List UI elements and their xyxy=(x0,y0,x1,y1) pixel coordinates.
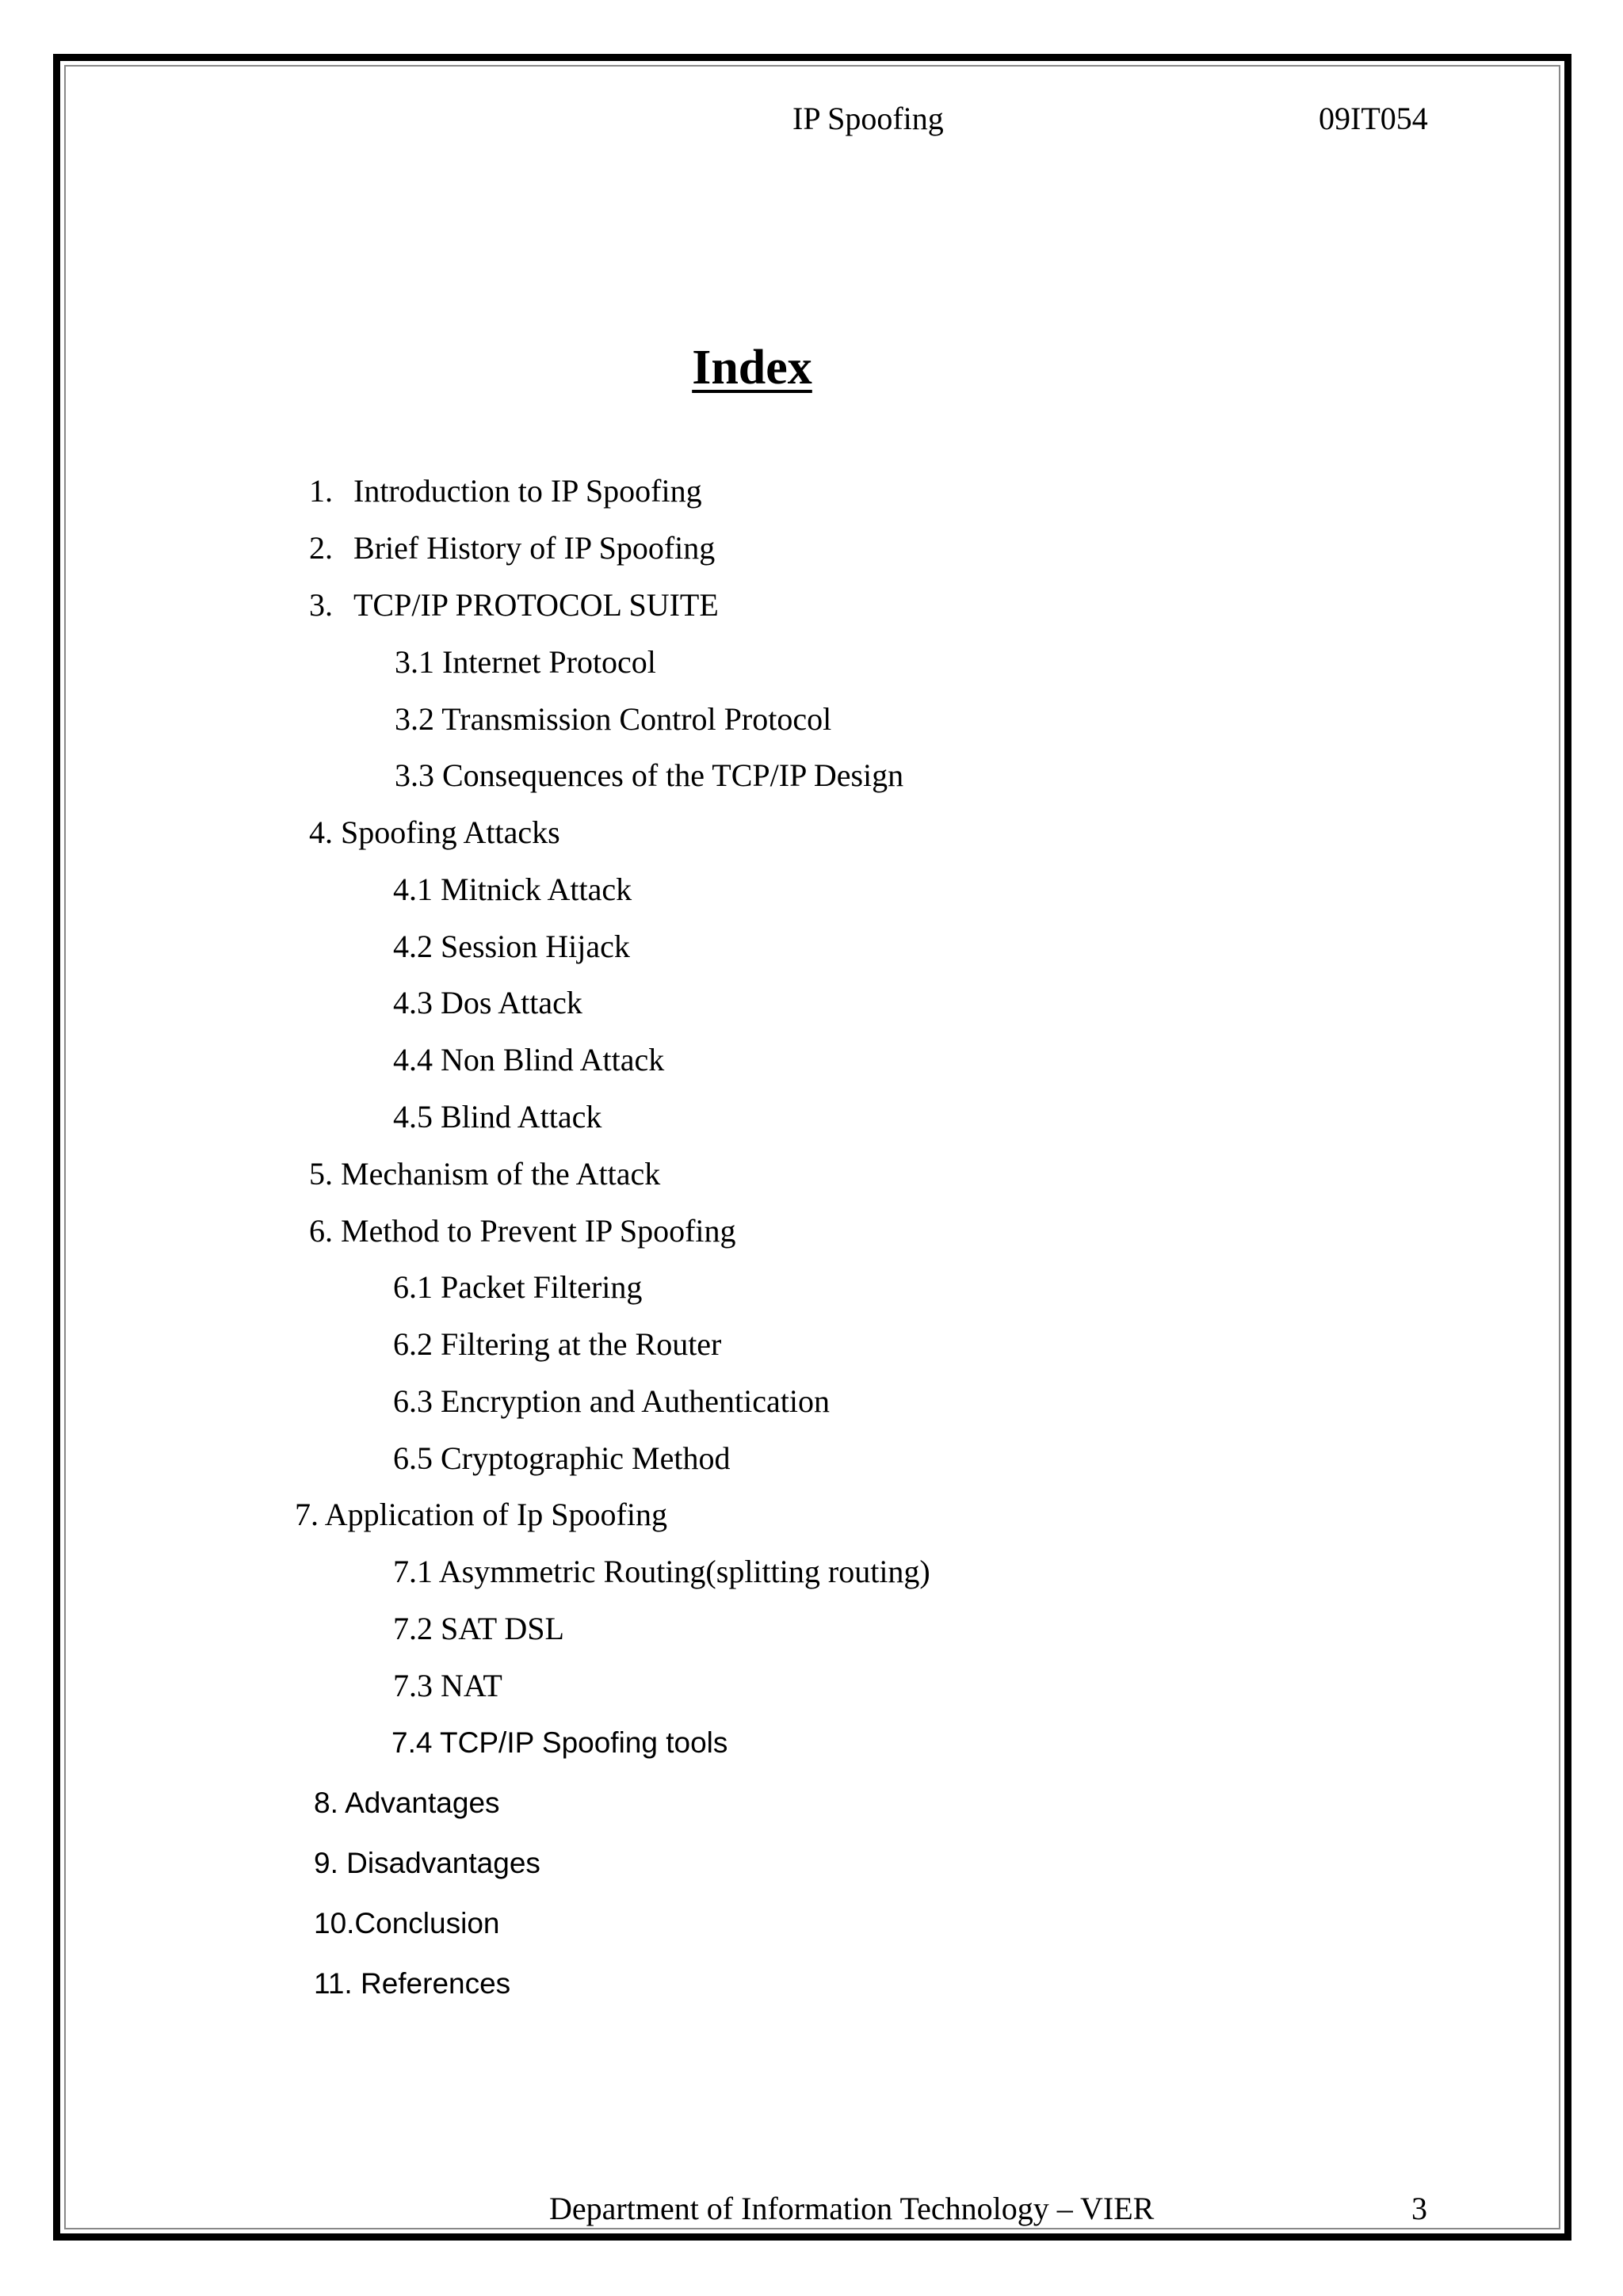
toc-item: 5. Mechanism of the Attack xyxy=(309,1156,661,1192)
toc-item: 7. Application of Ip Spoofing xyxy=(295,1497,667,1532)
toc-subitem: 4.4 Non Blind Attack xyxy=(393,1042,665,1077)
toc-item: 6. Method to Prevent IP Spoofing xyxy=(309,1213,736,1249)
toc-subitem: 4.2 Session Hijack xyxy=(393,929,630,964)
toc-item xyxy=(309,529,715,567)
toc-subitem: 3.1 Internet Protocol xyxy=(395,644,656,680)
toc-subitem: 6.3 Encryption and Authentication xyxy=(393,1383,830,1419)
toc-subitem: 3.3 Consequences of the TCP/IP Design xyxy=(395,757,904,793)
toc-item xyxy=(309,472,702,510)
toc-item: 4. Spoofing Attacks xyxy=(309,814,560,850)
toc-item-number: 2. xyxy=(309,530,333,566)
toc-subitem: 7.3 NAT xyxy=(393,1668,502,1703)
toc-subitem: 6.1 Packet Filtering xyxy=(393,1269,643,1305)
toc-subitem: 4.1 Mitnick Attack xyxy=(393,871,632,907)
toc-item-text: TCP/IP PROTOCOL SUITE xyxy=(353,587,719,623)
toc-item: 11. References xyxy=(314,1967,511,2000)
toc-item: 10.Conclusion xyxy=(314,1907,500,1939)
header-title: IP Spoofing xyxy=(792,101,944,136)
page-title: Index xyxy=(692,341,812,395)
toc-subitem: 7.4 TCP/IP Spoofing tools xyxy=(391,1726,728,1759)
toc-item: 8. Advantages xyxy=(314,1787,500,1819)
toc-item-number: 3. xyxy=(309,587,333,623)
header-code: 09IT054 xyxy=(1319,101,1428,136)
toc-item-text: Introduction to IP Spoofing xyxy=(353,473,702,509)
toc-item-number: 1. xyxy=(309,473,333,509)
toc-item xyxy=(309,586,719,624)
toc-subitem: 7.2 SAT DSL xyxy=(393,1611,564,1646)
toc-item-text: Brief History of IP Spoofing xyxy=(353,530,716,566)
toc-subitem: 4.5 Blind Attack xyxy=(393,1099,602,1135)
page-number: 3 xyxy=(1411,2191,1427,2226)
toc-subitem: 6.2 Filtering at the Router xyxy=(393,1326,722,1362)
footer-department: Department of Information Technology – VIER xyxy=(549,2191,1155,2226)
toc-subitem: 4.3 Dos Attack xyxy=(393,985,582,1020)
toc-subitem: 3.2 Transmission Control Protocol xyxy=(395,701,832,737)
toc-subitem: 6.5 Cryptographic Method xyxy=(393,1440,731,1476)
toc-item: 9. Disadvantages xyxy=(314,1847,540,1879)
toc-subitem: 7.1 Asymmetric Routing(splitting routing) xyxy=(393,1554,930,1589)
